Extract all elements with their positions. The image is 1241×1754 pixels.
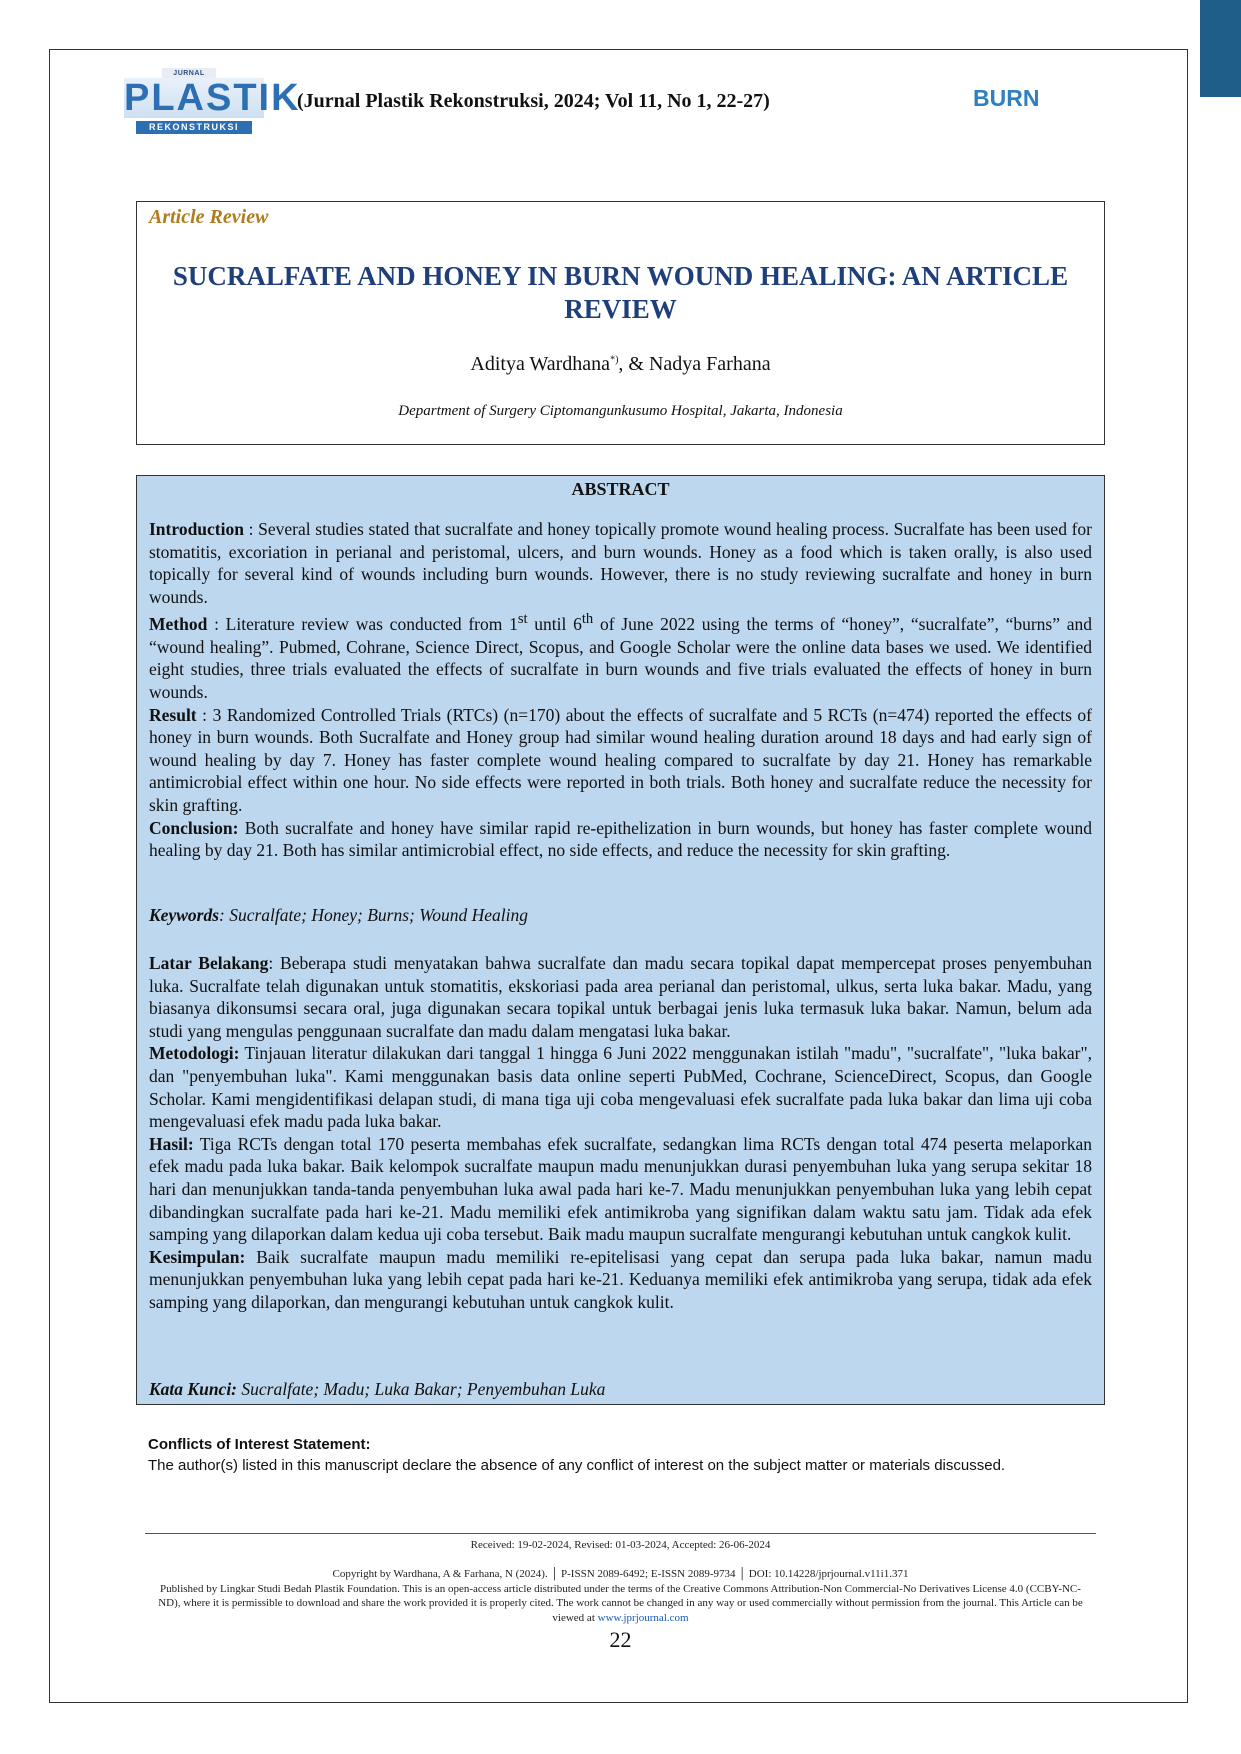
kata-kunci-label: Kata Kunci: xyxy=(149,1379,238,1399)
abstract-heading: ABSTRACT xyxy=(571,479,670,499)
result-label: Result xyxy=(149,704,197,725)
metodologi-text: Tinjauan literatur dilakukan dari tanggal 1 hingga 6 Juni 2022 menggunakan istilah "madu", "sucralfate", "luka bakar", dan "penyembuhan luka". Kami menggunakan basis data online seperti PubMed, Cochrane, ScienceDirect, Scopus, dan Google Scholar. Kami mengidentifikasi delapan studi, di mana tiga uji coba mengevaluasi efek sucralfate pada luka bakar dan lima uji coba mengevaluasi efek madu pada luka bakar. xyxy=(149,1043,1092,1132)
conflicts-heading: Conflicts of Interest Statement: xyxy=(148,1436,371,1453)
hasil-label: Hasil: xyxy=(149,1133,194,1154)
footer-divider xyxy=(145,1533,1096,1534)
license-text xyxy=(150,1582,1091,1626)
kesimpulan-label: Kesimpulan: xyxy=(149,1246,246,1267)
result-text: : 3 Randomized Controlled Trials (RTCs) (n=170) about the effects of sucralfate and 5 RCTs (n=474) reported the effects of honey in burn wounds. Both Sucralfate and Honey group had similar wound healing duration around 18 days and had early sign of wound healing by day 7. Honey has faster complete wound healing compared to sucralfate by day 21. Honey has remarkable antimicrobial effect within one hour. No side effects were reported in both trials. Both honey and sucralfate reduce the necessity for skin grafting. xyxy=(149,704,1092,815)
journal-reference: (Jurnal Plastik Rekonstruksi, 2024; Vol 11, No 1, 22-27) xyxy=(297,90,770,112)
journal-logo xyxy=(124,66,301,138)
submission-dates: Received: 19-02-2024, Revised: 01-03-2024, Accepted: 26-06-2024 xyxy=(470,1539,771,1551)
kesimpulan-text: Baik sucralfate maupun madu memiliki re-epitelisasi yang cepat dan serupa pada luka bakar, namun madu menunjukkan penyembuhan luka yang lebih cepat pada hari ke-21. Keduanya memiliki efek antimikroba yang serupa, tidak ada efek samping yang dilaporkan, dan mengurangi kebutuhan untuk cangkok kulit. xyxy=(149,1246,1092,1312)
method-text-b: until 6 xyxy=(527,614,582,635)
abstract-latar-belakang xyxy=(149,952,1092,1042)
method-text-a: : Literature review was conducted from 1 xyxy=(207,614,518,635)
affiliation: Department of Surgery Ciptomangunkusumo Hospital, Jakarta, Indonesia xyxy=(398,403,843,419)
journal-website-link[interactable]: www.jprjournal.com xyxy=(597,1611,689,1624)
abstract-indonesian xyxy=(149,952,1092,1314)
abstract-conclusion xyxy=(149,817,1092,862)
author-rest: , & Nadya Farhana xyxy=(618,353,771,375)
method-text-c: of June 2022 using the terms of “honey”, “sucralfate”, “burns” and “wound healing”. Pubmed, Cohrane, Science Direct, Scopus, and Google Scholar were the online data bases we used. We identified eight studies, three trials evaluated the effects of sucralfate in burn wounds and five trials evaluated the effects of honey in burn wounds. xyxy=(149,614,1092,702)
latar-belakang-text: : Beberapa studi menyatakan bahwa sucralfate dan madu secara topikal dapat mempercepat proses penyembuhan luka. Sucralfate telah digunakan untuk stomatitis, ekskoriasi pada area perianal dan peristomal, ulkus, serta luka bakar. Madu, yang biasanya dikonsumsi secara oral, juga digunakan secara topikal untuk berbagai jenis luka termasuk luka bakar. Namun, belum ada studi yang mengulas penggunaan sucralfate dan madu dalam mengatasi luka bakar. xyxy=(149,953,1093,1041)
conclusion-label: Conclusion: xyxy=(149,817,239,838)
corresponding-mark: *) xyxy=(610,354,619,366)
latar-belakang-label: Latar Belakang xyxy=(149,953,269,973)
keywords xyxy=(149,905,1092,926)
keywords-text: : Sucralfate; Honey; Burns; Wound Healing xyxy=(219,905,528,925)
abstract-hasil xyxy=(149,1133,1092,1246)
article-title: SUCRALFATE AND HONEY IN BURN WOUND HEALING: AN ARTICLE REVIEW xyxy=(172,261,1069,324)
copyright-line: Copyright by Wardhana, A & Farhana, N (2024). │ P-ISSN 2089-6492; E-ISSN 2089-9734 │ DOI: 10.14228/jprjournal.v11i1.371 xyxy=(332,1568,909,1580)
method-label: Method xyxy=(149,614,208,635)
kata-kunci xyxy=(149,1379,1092,1400)
method-sup-a: st xyxy=(517,611,528,628)
hasil-text: Tiga RCTs dengan total 170 peserta membahas efek sucralfate, sedangkan lima RCTs dengan total 474 peserta melaporkan efek madu pada luka bakar. Baik kelompok sucralfate maupun madu menunjukkan durasi penyembuhan luka yang serupa sekitar 18 hari dan menunjukkan tanda-tanda penyembuhan luka awal pada hari ke-7. Madu menunjukkan penyembuhan luka yang lebih cepat dibandingkan sucralfate pada hari ke-21. Madu memiliki efek antimikroba yang signifikan dalam waktu satu jam. Tidak ada efek samping yang dilaporkan dalam kedua uji coba tersebut. Baik madu maupun sucralfate mengurangi kebutuhan untuk cangkok kulit. xyxy=(149,1133,1092,1245)
article-type: Article Review xyxy=(149,206,269,228)
authors xyxy=(137,353,1104,376)
copyright-block xyxy=(150,1567,1091,1625)
logo-rekonstruksi-text: REKONSTRUKSI xyxy=(136,121,252,134)
abstract-method xyxy=(149,608,1092,703)
introduction-label: Introduction xyxy=(149,519,244,539)
metodologi-label: Metodologi: xyxy=(149,1043,240,1064)
method-sup-b: th xyxy=(581,611,594,628)
logo-jurnal-text: JURNAL xyxy=(162,68,216,79)
page-number: 22 xyxy=(609,1627,632,1652)
introduction-text: : Several studies stated that sucralfate and honey topically promote wound healing process. Sucralfate has been used for stomatitis, excoriation in perianal and peristomal, ulcers, and burn wounds. Honey as a food which is taken orally, is also used topically for several kind of wounds including burn wounds. However, there is no study reviewing sucralfate and honey in burn wounds. xyxy=(149,519,1092,607)
section-tag: BURN xyxy=(973,85,1040,111)
author-first: Aditya Wardhana xyxy=(470,353,611,375)
abstract-result xyxy=(149,704,1092,817)
logo-plastik-text: PLASTIK xyxy=(124,77,301,119)
abstract-english xyxy=(149,518,1092,862)
conclusion-text: Both sucralfate and honey have similar rapid re-epithelization in burn wounds, but honey has faster complete wound healing by day 21. Both has similar antimicrobial effect, no side effects, and reduce the necessity for skin grafting. xyxy=(149,817,1092,861)
abstract-introduction xyxy=(149,518,1092,608)
conflicts-text: The author(s) listed in this manuscript declare the absence of any conflict of interest on the subject matter or materials discussed. xyxy=(148,1457,1006,1474)
abstract-kesimpulan xyxy=(149,1246,1092,1314)
corner-color-tab xyxy=(1200,0,1241,97)
abstract-metodologi xyxy=(149,1042,1092,1132)
license-body: Published by Lingkar Studi Bedah Plastik Foundation. This is an open-access article distributed under the terms of the Creative Commons Attribution-Non Commercial-No Derivatives License 4.0 (CCBY-NC-ND), where it is permissible to download and share the work provided it is properly cited. The work cannot be changed in any way or used commercially without permission from the journal. This Article can be viewed at xyxy=(158,1582,1083,1624)
kata-kunci-text: Sucralfate; Madu; Luka Bakar; Penyembuhan Luka xyxy=(237,1379,606,1399)
abstract-box xyxy=(136,475,1105,1405)
keywords-label: Keywords xyxy=(149,905,219,925)
title-box xyxy=(136,201,1105,445)
